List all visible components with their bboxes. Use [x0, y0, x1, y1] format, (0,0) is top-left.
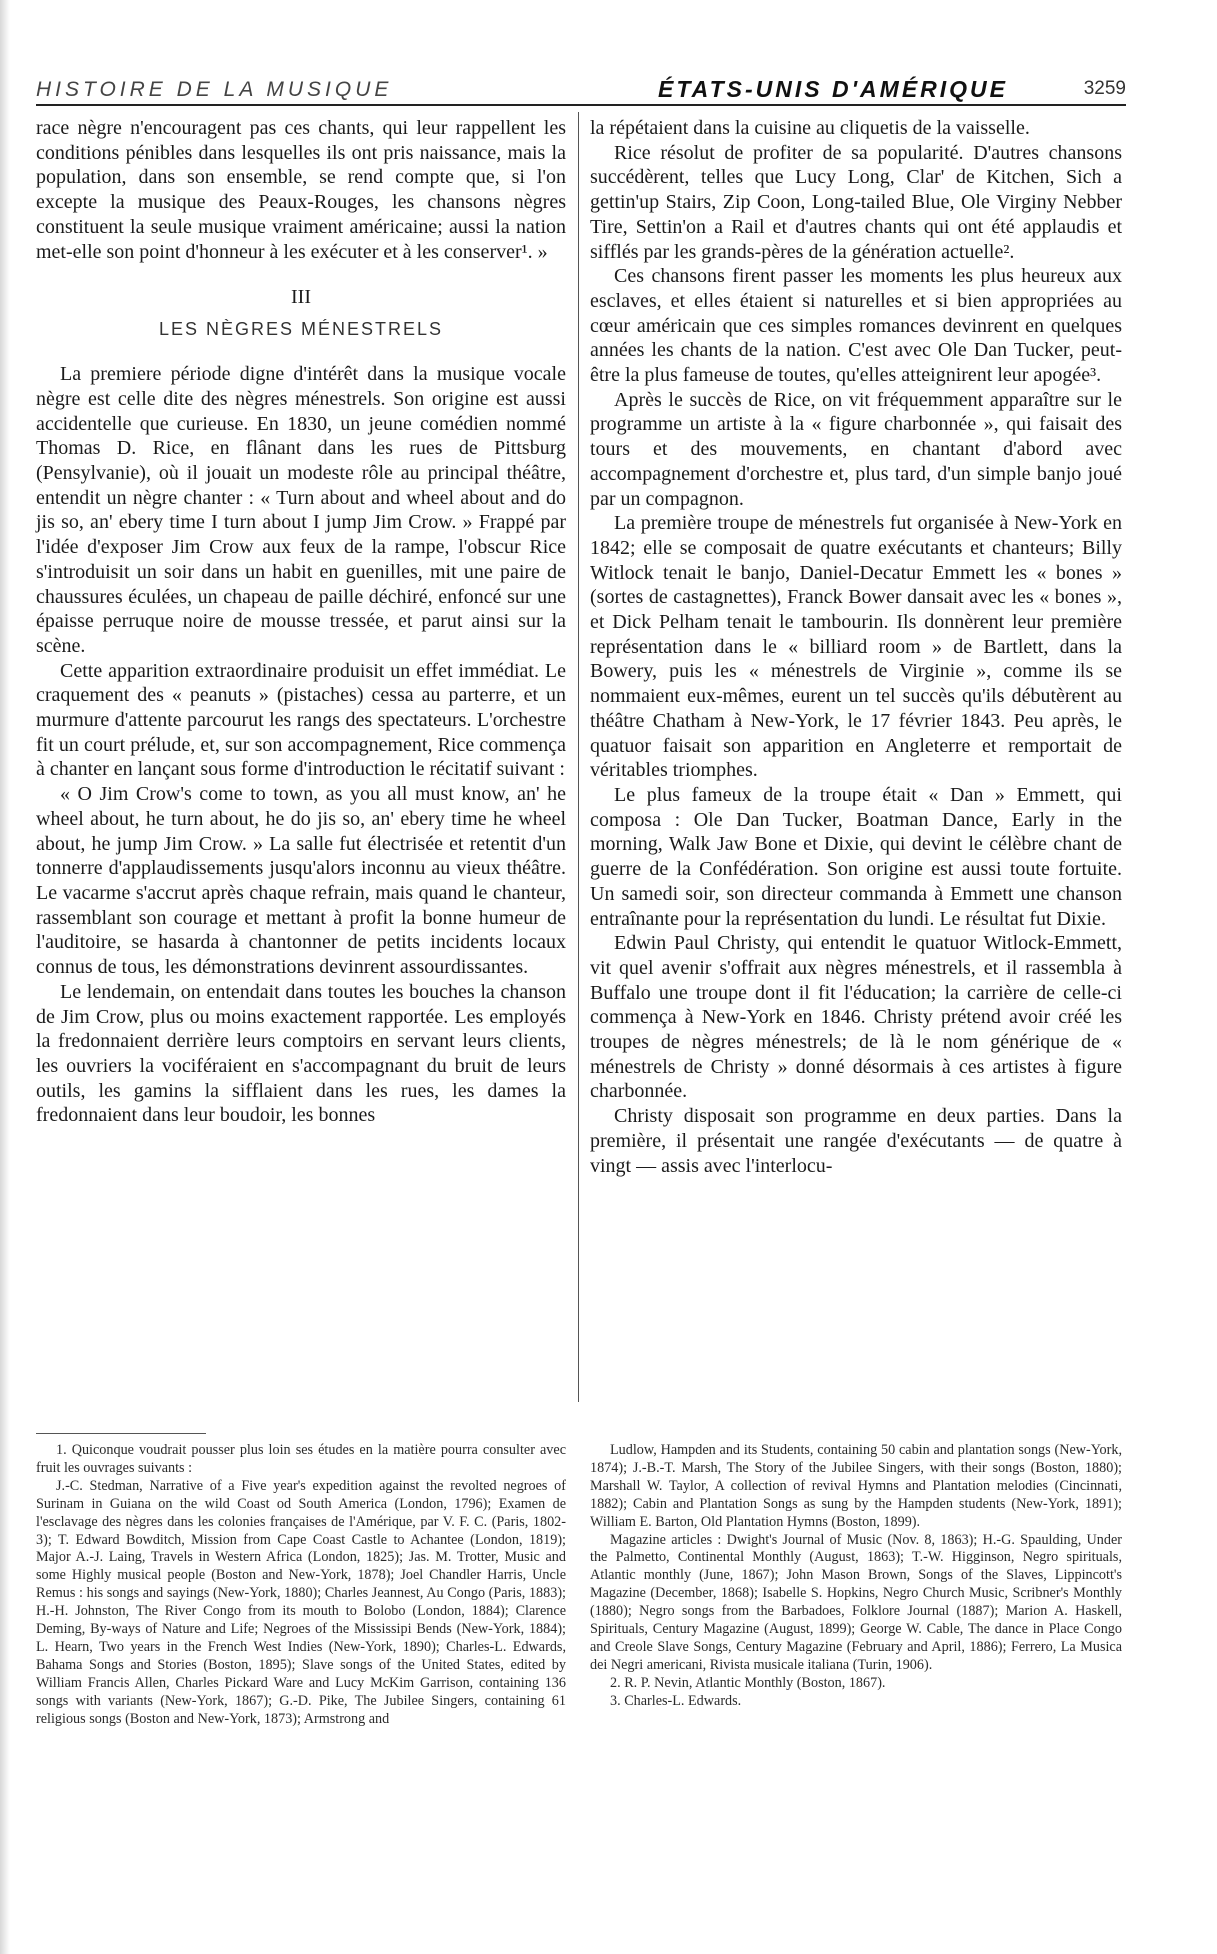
paragraph: Ces chansons firent passer les moments les plus heureux aux esclaves, et elles étaient si naturelles et si bien appropriées au cœur américain que ces simples romances devinrent en quelques années les chants de la nation. C'est avec Ole Dan Tucker, peut-être la plus fameuse de toutes, qu'elles atteignirent leur apogée³. [590, 265, 1122, 387]
footnote-2: 2. R. P. Nevin, Atlantic Monthly (Boston, 1867). [610, 1674, 886, 1691]
paragraph: La première troupe de ménestrels fut organisée à New-York en 1842; elle se composait de quatre exécutants et chanteurs; Billy Witlock tenait le banjo, Daniel-Decatur Emmett les « bones » (sortes de castagnettes), Franck Bower dansait avec les « bones », et Dick Pelham tenait le tambourin. Ils donnèrent leur première représentation dans le « billiard room » de Bartlett, dans la Bowery, puis les « ménestrels de Virginie », comme ils se nommaient eux-mêmes, eurent un tel succès qu'ils débutèrent au théâtre Chatham à New-York, le 17 février 1843. Peu après, le quatuor faisait son apparition en Angleterre et remportait de véritables triomphes. [590, 512, 1122, 782]
footnote-3: 3. Charles-L. Edwards. [610, 1692, 742, 1709]
right-column [590, 116, 1122, 1178]
left-column [36, 116, 566, 1128]
column-divider [578, 112, 579, 1402]
header-rule [36, 104, 1126, 106]
paragraph: Christy disposait son programme en deux parties. Dans la première, il présentait une rangée d'exécutants — de quatre à vingt — assis avec l'interlocu- [590, 1105, 1122, 1177]
footnote-1-intro: 1. Quiconque voudrait pousser plus loin ses études en la matière pourra consulter avec fruit les ouvrages suivants : [36, 1442, 566, 1476]
paragraph: « O Jim Crow's come to town, as you all must know, an' he wheel about, he turn about, he do jis so, an' ebery time he wheel about, he jump Jim Crow. » La salle fut électrisée et retentit d'un tonnerre d'applaudissements jusqu'alors inconnu au vieux théâtre. Le vacarme s'accrut après chaque refrain, mais quand le chanteur, rassemblant son courage et mettant à profit la bonne humeur de l'auditoire, se hasarda à chantonner de petits incidents locaux connus de tous, les démonstrations devinrent assourdissantes. [36, 783, 566, 979]
paragraph: Le lendemain, on entendait dans toutes les bouches la chanson de Jim Crow, plus ou moins exactement rapportée. Les employés la fredonnaient derrière leurs comptoirs en servant leurs clients, les ouvriers la vociféraient en s'accompagnant du bruit de leurs outils, les gamins la sifflaient dans les rues, les dames la fredonnaient dans leur boudoir, les bonnes [36, 980, 566, 1127]
footnotes-left [36, 1442, 566, 1729]
paragraph: Rice résolut de profiter de sa popularité. D'autres chansons succédèrent, telles que Lucy Long, Clar' de Kitchen, Sich a gettin'up Stairs, Zip Coon, Long-tailed Blue, Ole Virginy Nebber Tire, Settin'on a Rail et d'autres chants qui ont été applaudis et sifflés par les grands-pères de la génération actuelle². [590, 141, 1122, 263]
footnote-rule [36, 1433, 206, 1434]
footnote-1-bibliography: J.-C. Stedman, Narrative of a Five year's expedition against the revolted negroes of Surinam in Guiana on the wild Coast od South America (London, 1796); Examen de l'esclavage des nègres dans les colonies françaises de l'Amérique, par V. F. C. (Paris, 1802-3); T. Edward Bowditch, Mission from Cape Coast Castle to Achantee (London, 1819); Major A.-J. Laing, Travels in Western Africa (London, 1825); Jas. M. Trotter, Music and some Highly musical people (Boston and New-York, 1878); Joel Chandler Harris, Uncle Remus : his songs and sayings (New-York, 1880); Charles Jeannest, Au Congo (Paris, 1883); H.-H. Johnston, The River Congo from its mouth to Bolobo (London, 1884); Clarence Deming, By-ways of Nature and Life; Negroes of the Mississipi Bends (New-York, 1884); L. Hearn, Two years in the French West Indies (New-York, 1890); Charles-L. Edwards, Bahama Songs and Stories (Boston, 1895); Slave songs of the United States, edited by William Francis Allen, Charles Pickard Ware and Lucy McKim Garrison, containing 136 songs with variants (New-York, 1867); G.-D. Pike, The Jubilee Singers, containing 61 religious songs (Boston and New-York, 1873); Armstrong and [36, 1477, 566, 1727]
page-number: 3259 [1083, 78, 1126, 99]
footnote-1-continued: Ludlow, Hampden and its Students, containing 50 cabin and plantation songs (New-York, 1874); J.-B.-T. Marsh, The Story of the Jubilee Singers, with their songs (Boston, 1880); Marshall W. Taylor, A collection of revival Hymns and Plantation melodies (Cincinnati, 1882); Cabin and Plantation Songs as sung by the Hampden students (New-York, 1891); William E. Barton, Old Plantation Hymns (Boston, 1899). [590, 1442, 1122, 1530]
running-header [36, 78, 1126, 104]
paragraph: Le plus fameux de la troupe était « Dan » Emmett, qui composa : Ole Dan Tucker, Boatman Dance, Early in the morning, Walk Jaw Bone et Dixie, qui devint le célèbre chant de guerre de la Confédération. Son origine est aussi toute fortuite. Un samedi soir, son directeur commanda à Emmett une chanson entraînante pour la représentation du lundi. Le résultat fut Dixie. [590, 783, 1122, 930]
paragraph: Edwin Paul Christy, qui entendit le quatuor Witlock-Emmett, vit quel avenir s'offrait aux nègres ménestrels, et il rassembla à Buffalo une troupe dont il fit l'éducation; la carrière de celle-ci commença à New-York en 1846. Christy prétend avoir créé les troupes de nègres ménestrels; de là le nom générique de « ménestrels de Christy » donné désormais à ces artistes à figure charbonnée. [590, 932, 1122, 1103]
section-number: III [291, 286, 311, 309]
section-title: LES NÈGRES MÉNESTRELS [158, 319, 444, 340]
header-chapter-title: ÉTATS-UNIS D'AMÉRIQUE [658, 76, 1009, 102]
binding-edge [0, 0, 10, 1954]
paragraph: race nègre n'encouragent pas ces chants, qui leur rappellent les conditions pénibles dans lesquelles ils ont pris naissance, mais la population, dans son ensemble, se rend compte que, si l'on excepte la musique des Peaux-Rouges, les chansons nègres constituent la seule musique vraiment américaine; aussi la nation met-elle son point d'honneur à les exécuter et à les conserver¹. » [36, 117, 566, 263]
paragraph: La premiere période digne d'intérêt dans la musique vocale nègre est celle dite des nègres ménestrels. Son origine est aussi accidentelle que curieuse. En 1830, un jeune comédien nommé Thomas D. Rice, en flânant dans les rues de Pittsburg (Pensylvanie), où il jouait un modeste rôle au principal théâtre, entendit un nègre chanter : « Turn about and wheel about and do jis so, an' ebery time I turn about I jump Jim Crow. » Frappé par l'idée d'exposer Jim Crow aux feux de la rampe, l'obscur Rice s'introduisit un soir dans un habit en guenilles, mit une paire de chaussures éculées, un chapeau de paille déchiré, enfoncé sur une épaisse perruque noire de mousse tressée, et parut ainsi sur la scène. [36, 363, 566, 657]
paragraph: la répétaient dans la cuisine au cliquetis de la vaisselle. [590, 117, 1030, 139]
footnote-1-magazines: Magazine articles : Dwight's Journal of Music (Nov. 8, 1863); H.-G. Spaulding, Under the Palmetto, Continental Monthly (August, 1863); T.-W. Higginson, Negro spirituals, Atlantic monthly (June, 1867); John Mason Brown, Songs of the Slaves, Lippincott's Magazine (December, 1868); Isabelle S. Hopkins, Negro Church Music, Scribner's Monthly (1880); Negro songs from the Barbadoes, Folklore Journal (1887); Marion A. Haskell, Spirituals, Century Magazine (August, 1899); George W. Cable, The dance in Place Congo and Creole Slave Songs, Century Magazine (February and April, 1886); Ferrero, La Musica dei Negri americani, Rivista musicale italiana (Turin, 1906). [590, 1531, 1122, 1673]
header-book-title: HISTOIRE DE LA MUSIQUE [36, 78, 393, 101]
paragraph: Après le succès de Rice, on vit fréquemment apparaître sur le programme un artiste à la « figure charbonnée », qui faisait des tours et des mouvements, en chantant d'abord avec accompagnement d'orchestre et, plus tard, d'un simple banjo joué par un compagnon. [590, 388, 1122, 510]
paragraph: Cette apparition extraordinaire produisit un effet immédiat. Le craquement des « peanuts » (pistaches) cessa au parterre, et un murmure d'attente parcourut les rangs des spectateurs. L'orchestre fit un court prélude, et, sur son accompagnement, Rice commença à chanter en lançant sous forme d'introduction le récitatif suivant : [36, 659, 566, 781]
footnotes-right [590, 1442, 1122, 1711]
